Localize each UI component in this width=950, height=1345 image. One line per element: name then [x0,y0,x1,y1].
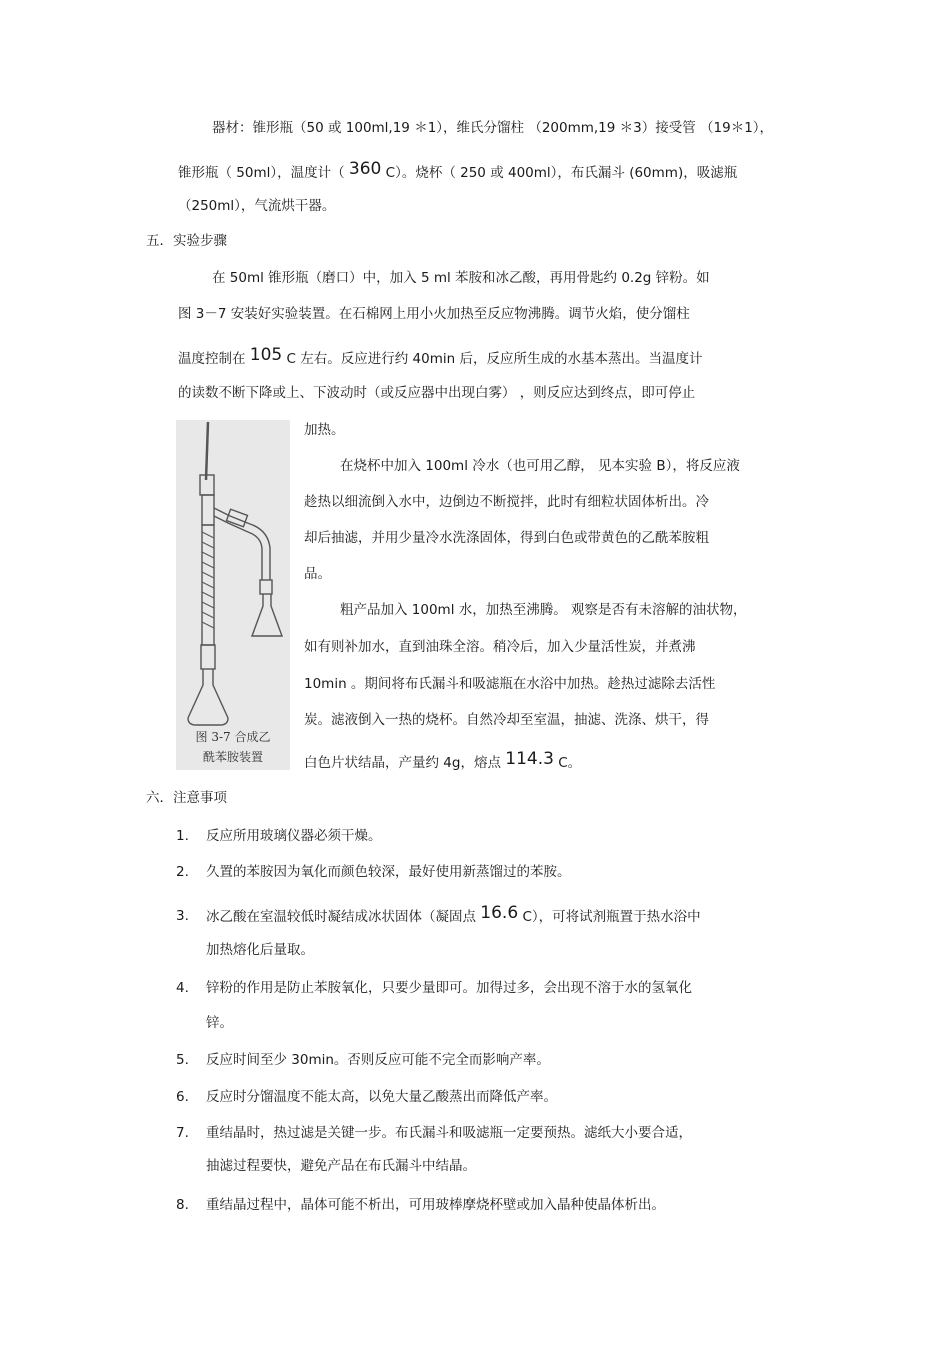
procedure-p1-line-1: 在 50ml 锥形瓶（磨口）中，加入 5 ml 苯胺和冰乙酸，再用骨匙约 0.2g 锌粉。如 [212,270,710,286]
note-text: 锌。 [206,1015,233,1031]
thermometer-range: 360 [348,159,382,179]
note-number: 3. [176,908,189,924]
procedure-p3-line-3: 10min 。期间将布氏漏斗和吸滤瓶在水浴中加热。趁热过滤除去活性 [304,676,716,692]
procedure-p1-line-2: 图 3－7 安装好实验装置。在石棉网上用小火加热至反应物沸腾。调节火焰，使分馏柱 [178,306,690,322]
procedure-p1-line-3: 温度控制在 105 C 左右。反应进行约 40min 后，反应所生成的水基本蒸出。当温度计 [178,345,703,367]
procedure-p1-line-5: 加热。 [304,422,345,438]
note-text: 久置的苯胺因为氧化而颜色较深，最好使用新蒸馏过的苯胺。 [206,864,571,880]
section-5-heading: 五．实验步骤 [146,233,227,249]
column-temperature: 105 [249,345,283,365]
figure-caption-line-2: 酰苯胺装置 [202,750,263,764]
note-number: 8. [176,1197,189,1213]
note-text: 反应所用玻璃仪器必须干燥。 [206,828,382,844]
procedure-p1-line-4: 的读数不断下降或上、下波动时（或反应器中出现白雾） ，则反应达到终点，即可停止 [178,385,696,401]
note-text: 重结晶过程中，晶体可能不析出，可用玻棒摩烧杯壁或加入晶种使晶体析出。 [206,1197,665,1213]
note-text: 重结晶时，热过滤是关键一步。布氏漏斗和吸滤瓶一定要预热。滤纸大小要合适， [206,1125,692,1141]
freezing-point: 16.6 [480,903,519,923]
procedure-p3-line-2: 如有则补加水，直到油珠全溶。稍冷后，加入少量活性炭，并煮沸 [304,639,696,655]
note-number: 2. [176,864,189,880]
melting-point: 114.3 [505,749,554,769]
note-number: 7. [176,1125,189,1141]
note-text: 抽滤过程要快，避免产品在布氏漏斗中结晶。 [206,1158,476,1174]
note-number: 5. [176,1052,189,1068]
note-text: 锌粉的作用是防止苯胺氧化，只要少量即可。加得过多，会出现不溶于水的氢氧化 [206,980,692,996]
note-number: 4. [176,980,189,996]
note-number: 6. [176,1089,189,1105]
procedure-p2-line-4: 品。 [304,566,331,582]
apparatus-drawing [176,420,290,770]
section-6-heading: 六．注意事项 [146,790,227,806]
note-text: 反应时分馏温度不能太高，以免大量乙酸蒸出而降低产率。 [206,1089,557,1105]
note-text: 反应时间至少 30min。否则反应可能不完全而影响产率。 [206,1052,550,1068]
figure-caption-line-1: 图 3-7 合成乙 [195,730,271,744]
procedure-p2-line-3: 却后抽滤，并用少量冷水洗涤固体，得到白色或带黄色的乙酰苯胺粗 [304,530,709,546]
materials-line-1: 器材：锥形瓶（50 或 100ml,19 ＊1），维氏分馏柱 （200mm,19 ＊3）接受管 （19＊1）， [212,120,774,136]
note-text: 加热熔化后量取。 [206,942,314,958]
materials-line-2: 锥形瓶（ 50ml），温度计（ 360 C）。烧杯（ 250 或 400ml），布氏漏斗 (60mm)，吸滤瓶 [178,159,738,181]
materials-line-3: （250ml），气流烘干器。 [178,198,336,214]
apparatus-figure [176,420,290,770]
note-number: 1. [176,828,189,844]
procedure-p3-line-5: 白色片状结晶，产量约 4g，熔点 114.3 C。 [304,749,582,771]
note-text: 冰乙酸在室温较低时凝结成冰状固体（凝固点 16.6 C），可将试剂瓶置于热水浴中 [206,903,701,925]
procedure-p3-line-4: 炭。滤液倒入一热的烧杯。自然冷却至室温，抽滤、洗涤、烘干，得 [304,712,709,728]
procedure-p2-line-1: 在烧杯中加入 100ml 冷水（也可用乙醇， 见本实验 B），将反应液 [340,458,740,474]
procedure-p3-line-1: 粗产品加入 100ml 水，加热至沸腾。 观察是否有未溶解的油状物， [340,602,747,618]
procedure-p2-line-2: 趁热以细流倒入水中，边倒边不断搅拌，此时有细粒状固体析出。冷 [304,494,709,510]
